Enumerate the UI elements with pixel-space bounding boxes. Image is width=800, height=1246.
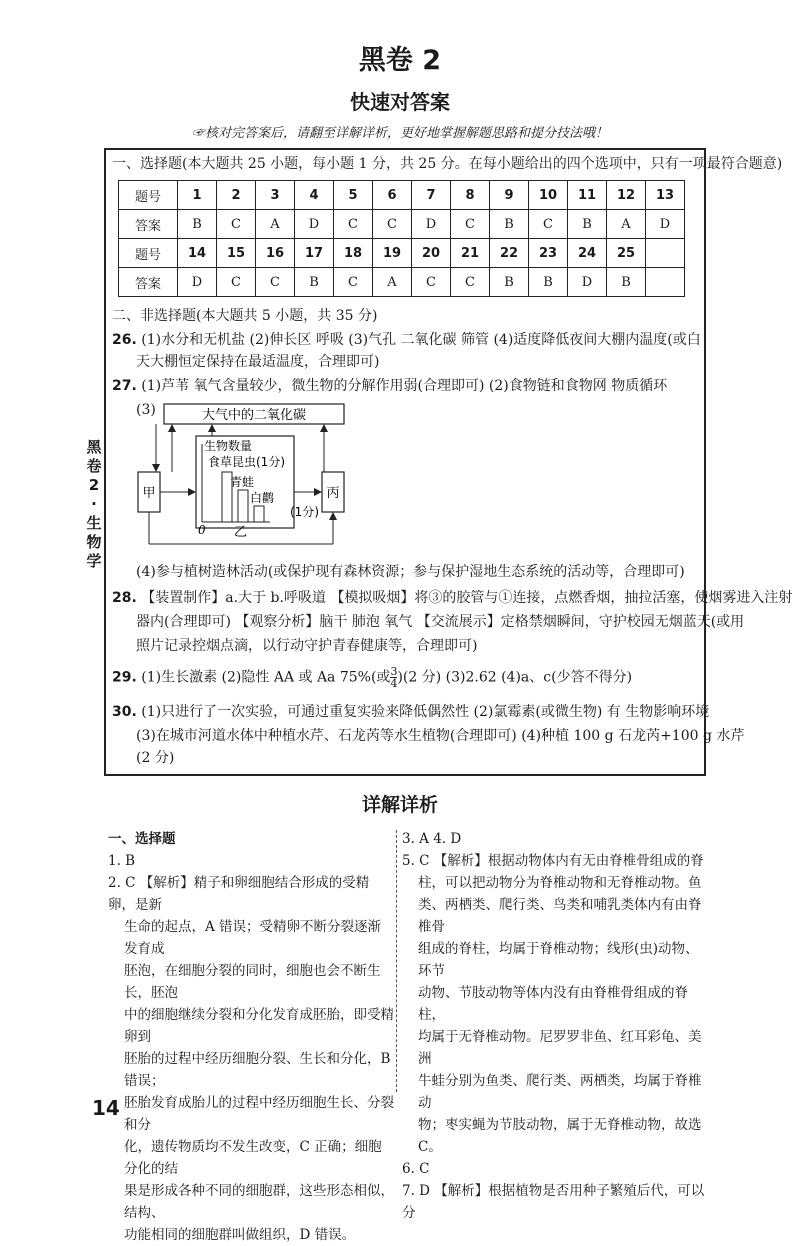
table-cell: 10 <box>529 181 568 210</box>
table-cell: 13 <box>646 181 685 210</box>
side-char: 学 <box>86 552 102 570</box>
answer-text: (1)芦苇 氧气含量较少，微生物的分解作用弱(合理即可) (2)食物链和食物网 物质循环 <box>141 378 668 394</box>
answer-line: 柱，可以把动物分为脊椎动物和无脊椎动物。鱼 <box>418 875 702 891</box>
answer-line: 组成的脊柱，均属于脊椎动物；线形(虫)动物、环节 <box>418 941 699 979</box>
table-cell: B <box>607 268 646 297</box>
atmosphere-label: 大气中的二氧化碳 <box>201 408 307 423</box>
table-cell: A <box>607 210 646 239</box>
table-cell: 6 <box>373 181 412 210</box>
q30-line3: (2 分) <box>136 750 175 766</box>
q27-part3-label: (3) <box>136 402 156 418</box>
table-cell: A <box>373 268 412 297</box>
table-cell: 2 <box>217 181 256 210</box>
table-cell: C <box>217 210 256 239</box>
table-cell: C <box>217 268 256 297</box>
arrowhead <box>208 424 216 432</box>
page-number: 14 <box>92 1096 120 1120</box>
table-cell: 7 <box>412 181 451 210</box>
arrowhead <box>320 424 328 432</box>
bar-frog <box>238 490 248 522</box>
table-cell: 1 <box>178 181 217 210</box>
right-column <box>402 828 712 1224</box>
arrowhead <box>188 488 196 496</box>
answer-line: 功能相同的细胞群叫做组织，D 错误。 <box>124 1227 356 1243</box>
part2-heading: 二、非选择题(本大题共 5 小题，共 35 分) <box>112 308 378 324</box>
fraction-denominator: 4 <box>390 677 398 690</box>
bar-insect-label: 食草昆虫(1分) <box>208 455 285 469</box>
table-cell: B <box>529 268 568 297</box>
table-cell: C <box>334 210 373 239</box>
q28-line1 <box>112 588 792 608</box>
table-cell: 16 <box>256 239 295 268</box>
bar-frog-label: 青蛙 <box>230 475 255 489</box>
num-label: 题号 <box>119 239 178 268</box>
answer-text: (1)水分和无机盐 (2)伸长区 呼吸 (3)气孔 二氧化碳 筛管 (4)适度降低夜间大棚内温度(或白 <box>141 332 701 348</box>
answer-line: 动物、节肢动物等体内没有由脊椎骨组成的脊柱， <box>418 985 688 1023</box>
q28-line2: 器内(合理即可) 【观察分析】脑干 肺泡 氧气 【交流展示】定格禁烟瞬间，守护校园无烟蓝天(或用 <box>136 614 745 630</box>
table-cell <box>646 268 685 297</box>
table-cell: C <box>412 268 451 297</box>
table-cell: 11 <box>568 181 607 210</box>
table-cell: B <box>490 268 529 297</box>
table-cell: 21 <box>451 239 490 268</box>
question-number: 27. <box>112 378 137 394</box>
answer-line: 均属于无脊椎动物。尼罗罗非鱼、红耳彩龟、美洲 <box>418 1029 702 1067</box>
detail-heading: 详解详析 <box>361 794 438 816</box>
score-label: (1分) <box>290 505 319 519</box>
page-title: 黑卷 2 <box>358 45 442 76</box>
table-cell: B <box>178 210 217 239</box>
arrowhead <box>329 512 337 520</box>
table-cell: C <box>451 268 490 297</box>
table-cell: D <box>412 210 451 239</box>
side-char: 黑 <box>86 438 102 456</box>
table-cell: C <box>334 268 373 297</box>
arrowhead <box>168 424 176 432</box>
answer-line: 中的细胞继续分裂和分化发育成胚胎，即受精卵到 <box>124 1007 394 1045</box>
bar-stork-label: 白鹳 <box>250 491 275 505</box>
answer-line: 生命的起点，A 错误；受精卵不断分裂逐渐发育成 <box>124 919 382 957</box>
carbon-cycle-diagram <box>134 400 364 560</box>
answer-line: 类、两栖类、爬行类、鸟类和哺乳类体内有由脊椎骨 <box>418 897 702 935</box>
origin-label: 0 <box>198 523 206 537</box>
table-cell: A <box>256 210 295 239</box>
answer-text: (1)生长激素 (2)隐性 AA 或 Aa 75%(或 <box>141 669 391 686</box>
consumer-label: 乙 <box>234 525 248 540</box>
answer-line: 果是形成各种不同的细胞群，这些形态相似，结构、 <box>124 1183 394 1221</box>
table-cell: 12 <box>607 181 646 210</box>
side-label <box>82 438 106 571</box>
q30-line1 <box>112 702 709 722</box>
table-cell: 25 <box>607 239 646 268</box>
num-label: 题号 <box>119 181 178 210</box>
table-cell <box>646 239 685 268</box>
table-cell: 15 <box>217 239 256 268</box>
q30-line2: (3)在城市河道水体中种植水芹、石龙芮等水生植物(合理即可) (4)种植 100 g 石龙芮+100 g 水芹 <box>136 728 745 744</box>
answer-line: 牛蛙分别为鱼类、爬行类、两栖类，均属于脊椎动 <box>418 1073 702 1111</box>
q27-line4: (4)参与植树造林活动(或保护现有森林资源；参与保护湿地生态系统的活动等，合理即可) <box>136 564 685 580</box>
table-cell: D <box>568 268 607 297</box>
answer-line: 物；枣实蝇为节肢动物，属于无脊椎动物，故选 C。 <box>418 1117 702 1155</box>
answer-line: 5. C 【解析】根据动物体内有无由脊椎骨组成的脊 <box>402 853 704 869</box>
table-cell: B <box>490 210 529 239</box>
table-row <box>119 239 685 268</box>
table-cell: 18 <box>334 239 373 268</box>
table-cell: 4 <box>295 181 334 210</box>
table-cell: 5 <box>334 181 373 210</box>
table-cell: 14 <box>178 239 217 268</box>
question-number: 29. <box>112 669 137 686</box>
table-cell: 19 <box>373 239 412 268</box>
bar-stork <box>254 506 264 522</box>
q27-line1 <box>112 376 667 396</box>
decomposer-label: 丙 <box>326 486 340 501</box>
ans-label: 答案 <box>119 210 178 239</box>
side-char: · <box>91 495 97 513</box>
q26-line1 <box>112 330 701 350</box>
table-cell: 8 <box>451 181 490 210</box>
fraction-numerator: 3 <box>390 665 398 678</box>
table-cell: C <box>256 268 295 297</box>
part1-heading: 一、选择题(本大题共 25 小题，每小题 1 分，共 25 分。在每小题给出的四个选项中，只有一项最符合题意) <box>112 156 783 172</box>
table-cell: 24 <box>568 239 607 268</box>
answer-line: 1. B <box>108 853 136 869</box>
answer-text: )(2 分) (3)2.62 (4)a、c(少答不得分) <box>397 669 633 686</box>
table-row <box>119 268 685 297</box>
side-char: 物 <box>86 533 102 551</box>
table-cell: 9 <box>490 181 529 210</box>
answer-line: 6. C <box>402 1161 430 1177</box>
answer-line: 2. C 【解析】精子和卵细胞结合形成的受精卵，是新 <box>108 875 370 913</box>
table-cell: 22 <box>490 239 529 268</box>
quick-answers-heading: 快速对答案 <box>350 90 450 114</box>
column-divider <box>396 830 397 1092</box>
table-cell: B <box>295 268 334 297</box>
y-axis-label: 生物数量 <box>204 439 253 453</box>
tip-text <box>0 122 800 141</box>
answer-line: 3. A 4. D <box>402 831 462 847</box>
answer-line: 化，遗传物质均不发生改变，C 正确；细胞分化的结 <box>124 1139 382 1177</box>
side-char: 2 <box>88 476 100 494</box>
answer-line: 胚胎的过程中经历细胞分裂、生长和分化，B 错误； <box>124 1051 391 1089</box>
section-title: 一、选择题 <box>108 831 176 847</box>
q29-line <box>112 666 632 689</box>
table-row <box>119 181 685 210</box>
table-cell: C <box>529 210 568 239</box>
left-column <box>108 828 394 1246</box>
question-number: 26. <box>112 332 137 348</box>
table-cell: C <box>451 210 490 239</box>
answer-text: (1)只进行了一次实验，可通过重复实验来降低偶然性 (2)氯霉素(或微生物) 有 生物影响环境 <box>141 704 710 720</box>
table-cell: 3 <box>256 181 295 210</box>
table-cell: D <box>178 268 217 297</box>
table-row <box>119 210 685 239</box>
answer-line: 胚胎发育成胎儿的过程中经历细胞生长、分裂和分 <box>124 1095 394 1133</box>
table-cell: D <box>295 210 334 239</box>
answer-table <box>118 180 685 297</box>
question-number: 28. <box>112 590 137 606</box>
arrowhead <box>314 488 322 496</box>
question-number: 30. <box>112 704 137 720</box>
side-char: 生 <box>86 514 102 532</box>
ans-label: 答案 <box>119 268 178 297</box>
table-cell: 17 <box>295 239 334 268</box>
table-cell: C <box>373 210 412 239</box>
arrowhead <box>152 464 160 472</box>
q28-line3: 照片记录控烟点滴，以行动守护青春健康等，合理即可) <box>136 638 478 654</box>
answer-text: 【装置制作】a.大于 b.呼吸道 【模拟吸烟】将③的胶管与①连接，点燃香烟，抽拉活塞，使烟雾进入注射 <box>141 590 793 606</box>
answer-line: 7. D 【解析】根据植物是否用种子繁殖后代，可以分 <box>402 1183 705 1221</box>
tip-label: 核对完答案后，请翻至详解详析，更好地掌握解题思路和提分技法哦！ <box>205 126 609 141</box>
table-cell: 23 <box>529 239 568 268</box>
pointing-hand-icon: ☞ <box>191 126 205 141</box>
table-cell: B <box>568 210 607 239</box>
side-char: 卷 <box>86 457 102 475</box>
table-cell: 20 <box>412 239 451 268</box>
table-cell: D <box>646 210 685 239</box>
q26-line2: 天大棚恒定保持在最适温度，合理即可) <box>136 354 380 370</box>
answer-line: 胚泡，在细胞分裂的同时，细胞也会不断生长，胚泡 <box>124 963 381 1001</box>
producer-label: 甲 <box>142 486 156 501</box>
